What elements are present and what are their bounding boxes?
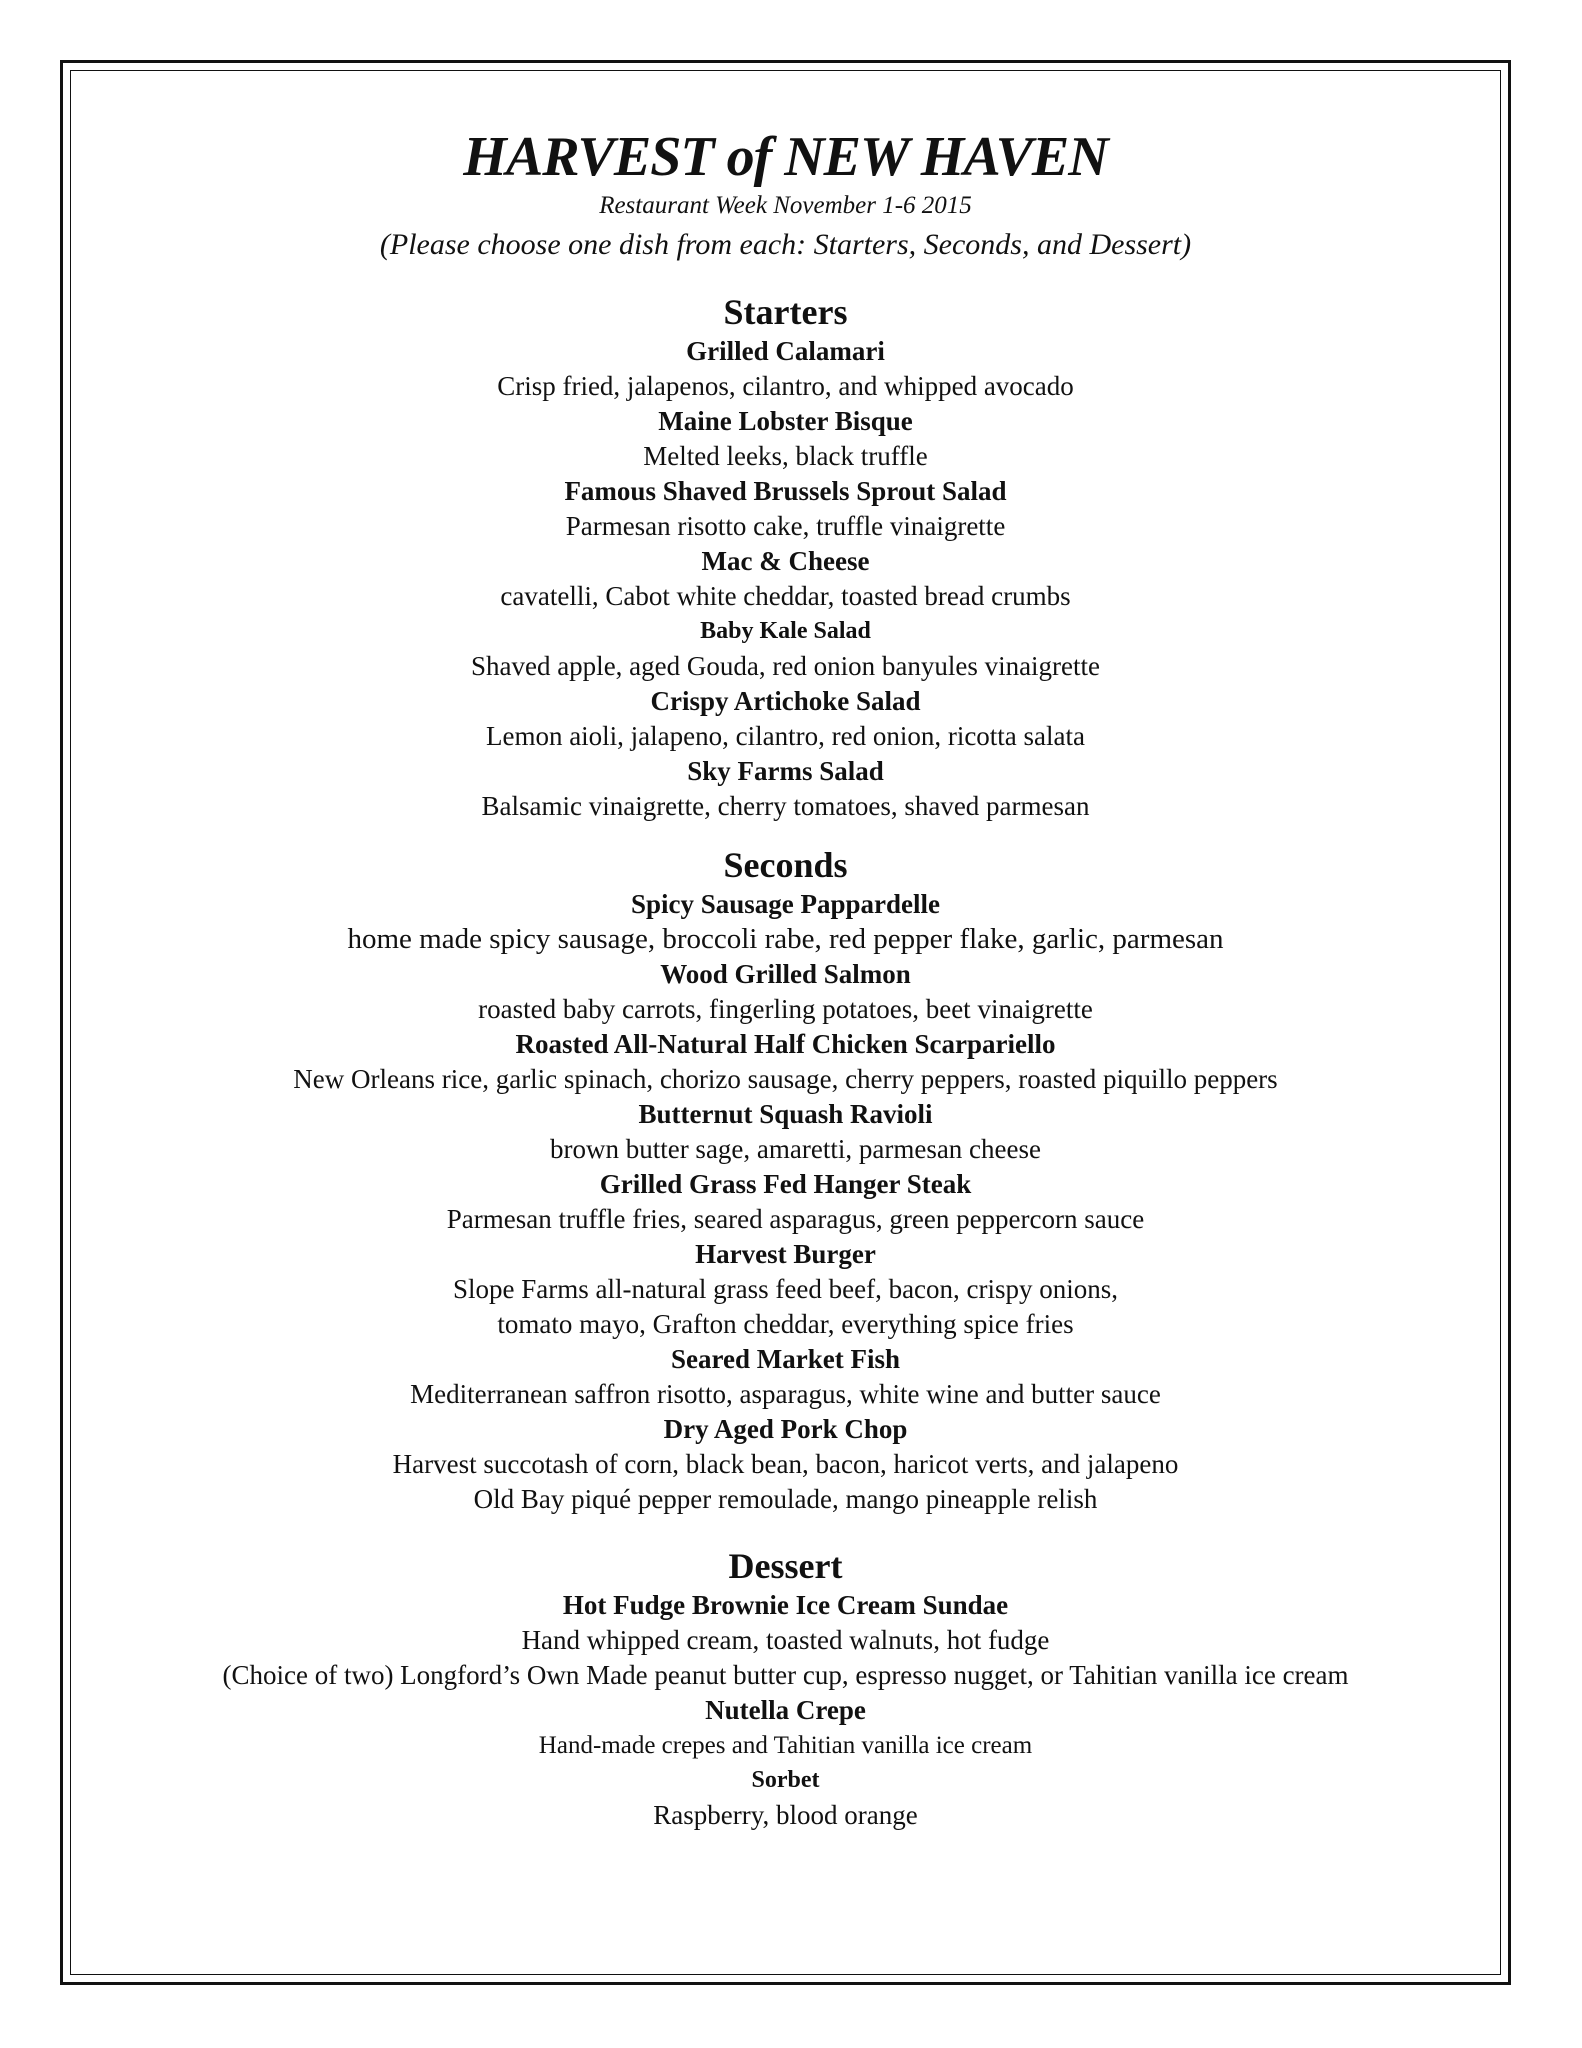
restaurant-title: HARVEST of NEW HAVEN xyxy=(463,126,1108,188)
dish-name: Roasted All-Natural Half Chicken Scarpariello xyxy=(515,1029,1056,1059)
dish-description: Shaved apple, aged Gouda, red onion banyules vinaigrette xyxy=(470,651,1101,681)
dish-description: (Choice of two) Longford’s Own Made peanut butter cup, espresso nugget, or Tahitian vanilla ice cream xyxy=(222,1660,1349,1690)
dish-name: Baby Kale Salad xyxy=(700,618,871,644)
dish-description: Melted leeks, black truffle xyxy=(643,441,928,471)
dish-description: Hand-made crepes and Tahitian vanilla ice cream xyxy=(538,1732,1033,1759)
dish-name: Grilled Grass Fed Hanger Steak xyxy=(599,1169,972,1199)
starters-section xyxy=(60,290,1511,824)
dish-description: roasted baby carrots, fingerling potatoes, beet vinaigrette xyxy=(478,994,1093,1024)
dish-name: Butternut Squash Ravioli xyxy=(638,1099,933,1129)
dish-name: Wood Grilled Salmon xyxy=(660,959,911,989)
dish-description: home made spicy sausage, broccoli rabe, red pepper flake, garlic, parmesan xyxy=(347,923,1224,955)
dish-name: Maine Lobster Bisque xyxy=(658,406,913,436)
dish-description: Mediterranean saffron risotto, asparagus, white wine and butter sauce xyxy=(410,1379,1161,1409)
dish-description: Old Bay piqué pepper remoulade, mango pineapple relish xyxy=(473,1484,1098,1514)
dish-description: Raspberry, blood orange xyxy=(653,1800,918,1830)
event-subtitle: Restaurant Week November 1-6 2015 xyxy=(599,192,972,219)
dish-description: Hand whipped cream, toasted walnuts, hot fudge xyxy=(521,1625,1050,1655)
dish-name: Famous Shaved Brussels Sprout Salad xyxy=(564,476,1007,506)
dish-description: Lemon aioli, jalapeno, cilantro, red onion, ricotta salata xyxy=(485,721,1086,751)
dish-name: Grilled Calamari xyxy=(686,336,885,366)
dish-name: Hot Fudge Brownie Ice Cream Sundae xyxy=(562,1590,1009,1620)
dish-name: Harvest Burger xyxy=(695,1239,876,1269)
dish-description: New Orleans rice, garlic spinach, chorizo sausage, cherry peppers, roasted piquillo peppers xyxy=(293,1064,1278,1094)
dish-description: Parmesan truffle fries, seared asparagus, green peppercorn sauce xyxy=(446,1204,1145,1234)
dish-name: Spicy Sausage Pappardelle xyxy=(630,889,941,919)
dish-description: Balsamic vinaigrette, cherry tomatoes, shaved parmesan xyxy=(481,791,1090,821)
starters-heading: Starters xyxy=(723,292,848,332)
dessert-section xyxy=(60,1544,1511,1833)
dish-description: Crisp fried, jalapenos, cilantro, and whipped avocado xyxy=(497,371,1074,401)
seconds-section xyxy=(60,843,1511,1517)
dish-name: Mac & Cheese xyxy=(701,546,870,576)
seconds-heading: Seconds xyxy=(723,845,848,885)
dish-description: brown butter sage, amaretti, parmesan cheese xyxy=(549,1134,1042,1164)
dish-description: tomato mayo, Grafton cheddar, everything spice fries xyxy=(497,1309,1074,1339)
dish-name: Nutella Crepe xyxy=(705,1695,866,1725)
dish-description: Parmesan risotto cake, truffle vinaigrette xyxy=(565,511,1006,541)
dish-name: Crispy Artichoke Salad xyxy=(650,686,921,716)
menu-instructions: (Please choose one dish from each: Starters, Seconds, and Dessert) xyxy=(379,228,1192,261)
dish-name: Sky Farms Salad xyxy=(687,756,884,786)
dish-name: Sorbet xyxy=(751,1767,820,1793)
dish-description: Harvest succotash of corn, black bean, bacon, haricot verts, and jalapeno xyxy=(392,1449,1179,1479)
dish-name: Dry Aged Pork Chop xyxy=(663,1414,908,1444)
dish-description: cavatelli, Cabot white cheddar, toasted bread crumbs xyxy=(500,581,1071,611)
dessert-heading: Dessert xyxy=(728,1546,843,1586)
dish-name: Seared Market Fish xyxy=(671,1344,900,1374)
dish-description: Slope Farms all-natural grass feed beef, bacon, crispy onions, xyxy=(452,1274,1119,1304)
